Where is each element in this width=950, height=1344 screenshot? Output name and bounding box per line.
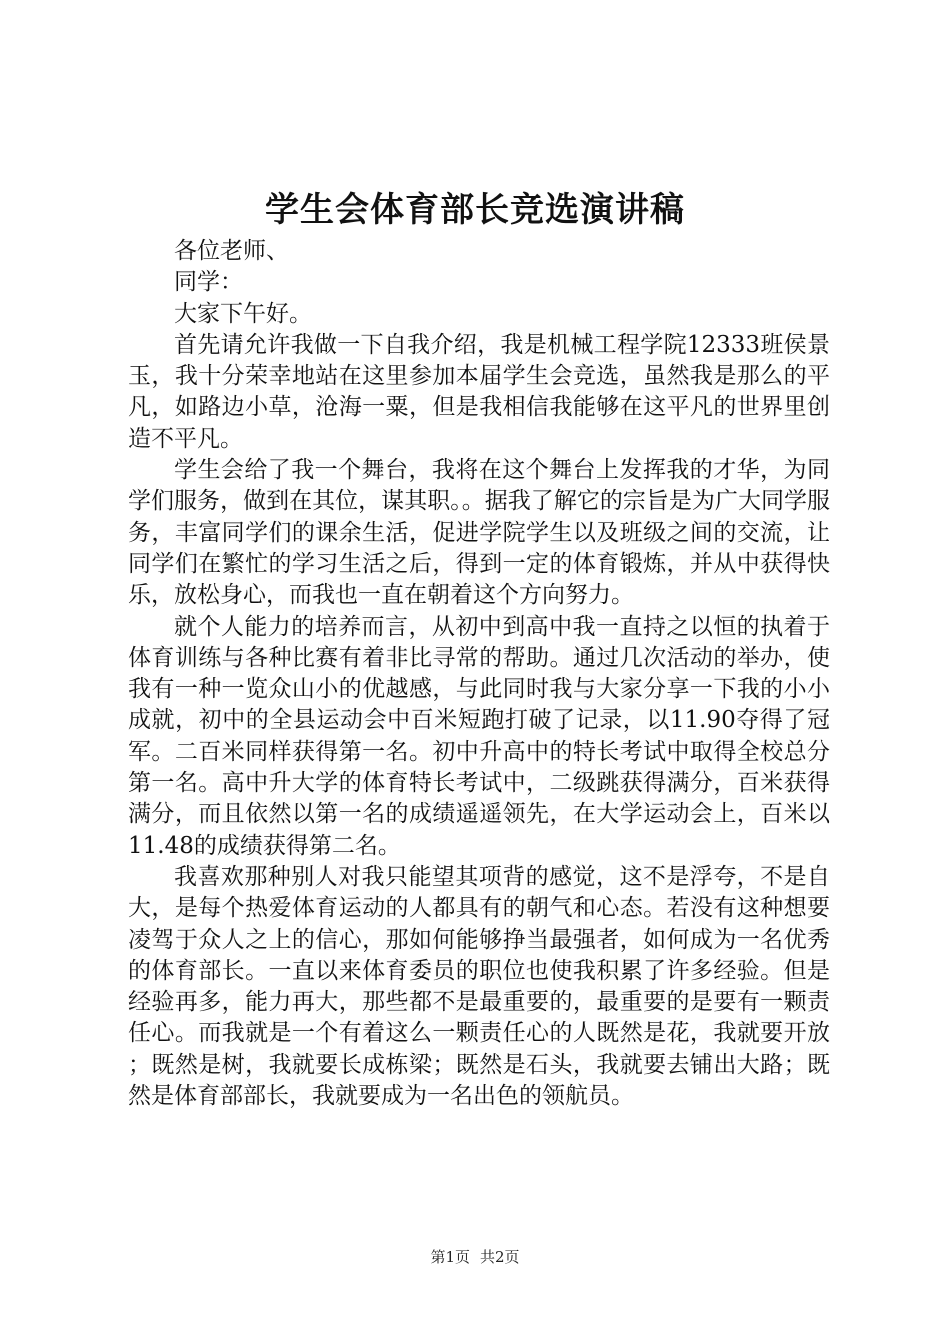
greeting-line-2: 同学： <box>174 269 243 296</box>
paragraph-stage: 学生会给了我一个舞台，我将在这个舞台上发挥我的才华，为同学们服务，做到在其位，谋其职。。据我了解它的宗旨是为广大同学服务，丰富同学们的课余生活，促进学院学生以及班级之间的交流，让同学们在繁忙的学习生活之后，得到一定的体育锻炼，并从中获得快乐，放松身心，而我也一直在朝着这个方向努力。 <box>128 457 830 609</box>
page-count: 共2页 <box>480 1248 520 1266</box>
document-body <box>128 236 830 1112</box>
greeting-line-1: 各位老师、 <box>174 238 289 264</box>
paragraph-abilities: 就个人能力的培养而言，从初中到高中我一直持之以恒的执着于体育训练与各种比赛有着非比寻常的帮助。通过几次活动的举办，使我有一种一览众山小的优越感，与此同时我与大家分享一下我的小小成就，初中的全县运动会中百米短跑打破了记录，以11.90夺得了冠军。二百米同样获得第一名。初中升高中的特长考试中取得全校总分第一名。高中升大学的体育特长考试中，二级跳获得满分，百米获得满分，而且依然以第一名的成绩遥遥领先，在大学运动会上，百米以11.48的成绩获得第二名。 <box>128 613 830 859</box>
document-title: 学生会体育部长竞选演讲稿 <box>265 190 685 230</box>
greeting-line-3: 大家下午好。 <box>174 300 312 327</box>
paragraph-introduction: 首先请允许我做一下自我介绍，我是机械工程学院12333班侯景玉，我十分荣幸地站在这里参加本届学生会竞选，虽然我是那么的平凡，如路边小草，沧海一粟，但是我相信我能够在这平凡的世界里创造不平凡。 <box>128 331 830 452</box>
paragraph-responsibility: 我喜欢那种别人对我只能望其项背的感觉，这不是浮夸，不是自大，是每个热爱体育运动的人都具有的朝气和心态。若没有这种想要凌驾于众人之上的信心，那如何能够挣当最强者，如何成为一名优秀的体育部长。一直以来体育委员的职位也使我积累了许多经验。但是经验再多，能力再大，那些都不是最重要的，最重要的是要有一颗责任心。而我就是一个有着这么一颗责任心的人既然是花，我就要开放；既然是树，我就要长成栋梁；既然是石头，我就要去铺出大路；既然是体育部部长，我就要成为一名出色的领航员。 <box>128 863 830 1110</box>
page-footer <box>0 1247 950 1267</box>
page-number: 第1页 <box>430 1248 470 1266</box>
